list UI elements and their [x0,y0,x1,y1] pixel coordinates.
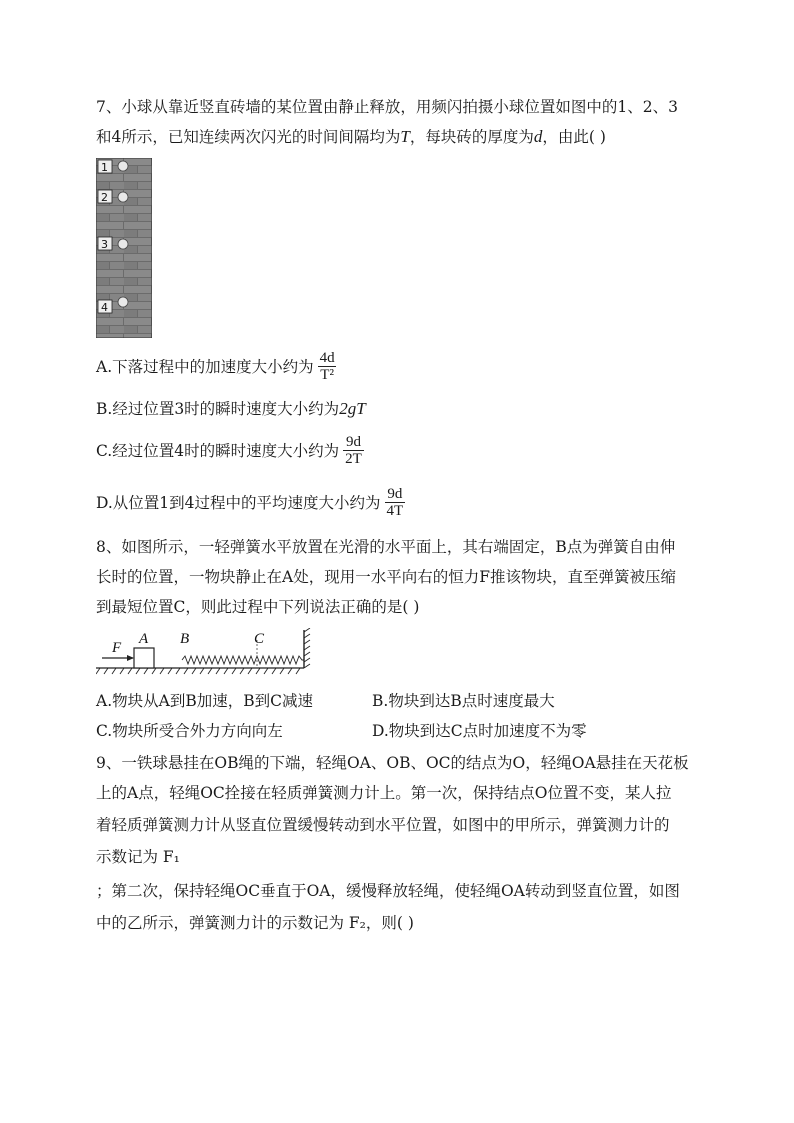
ball-position-2 [118,192,128,202]
flash-label-1: 1 [101,161,108,174]
q9-line3: 着轻质弹簧测力计从竖直位置缓慢转动到水平位置，如图中的甲所示，弹簧测力计的 [96,816,670,834]
brick-wall-figure [96,158,152,338]
q7-option-a-denominator: T² [320,367,334,383]
q7-option-d [96,486,405,519]
ball-position-1 [118,161,128,171]
q8-line2: 长时的位置，一物块静止在A处，现用一水平向右的恒力F推该物块，直至弹簧被压缩 [96,568,676,586]
q8-line3: 到最短位置C，则此过程中下列说法正确的是( ) [96,598,420,616]
block [134,648,154,668]
q7-option-b [96,398,366,420]
q9-line4: 示数记为 F₁ [96,848,180,866]
ball-position-4 [118,297,128,307]
q7-option-a-numerator: 4d [319,350,335,366]
q7-option-c-numerator: 9d [345,434,361,450]
q8-option-c: C.物块所受合外力方向向左 [96,722,283,740]
force-arrowhead [127,655,134,661]
q7-option-a-text: A.下落过程中的加速度大小约为 [96,357,314,376]
q7-option-b-text: B.经过位置3时的瞬时速度大小约为 [96,400,340,418]
q9-line2: 上的A点，轻绳OC拴接在轻质弹簧测力计上。第一次，保持结点O位置不变，某人拉 [96,784,672,802]
label-A: A [139,631,149,647]
q7-var-T: T [400,127,410,146]
q8-option-b: B.物块到达B点时速度最大 [372,692,555,710]
spring-block-figure [96,628,318,678]
flash-label-4: 4 [101,301,108,314]
q7-option-c-text: C.经过位置4时的瞬时速度大小约为 [96,441,340,460]
q7-option-b-expr: 2gT [339,399,366,418]
flash-label-2: 2 [101,191,108,204]
label-F: F [112,640,122,656]
ground-hatching [96,668,300,674]
q7-line1: 7、小球从靠近竖直砖墙的某位置由静止释放，用频闪拍摄小球位置如图中的1、2、3 [96,98,678,116]
ball-position-3 [118,239,128,249]
q7-option-d-denominator: 4T [386,503,404,519]
q7-line2 [96,126,606,148]
q7-option-a-fraction [318,350,337,383]
q7-option-c-denominator: 2T [345,451,362,467]
q7-option-d-fraction [385,486,406,519]
wall-hatching [304,628,310,668]
label-B: B [180,631,190,647]
q7-line2-b: ，每块砖的厚度为 [409,128,534,146]
q7-option-a [96,350,337,383]
q7-line2-a: 和4所示，已知连续两次闪光的时间间隔均为 [96,128,401,146]
q7-var-d: d [533,127,543,146]
q9-line1: 9、一铁球悬挂在OB绳的下端，轻绳OA、OB、OC的结点为O，轻绳OA悬挂在天花板 [96,754,689,772]
q7-line2-c: ，由此( ) [542,128,606,146]
q7-option-c-fraction [343,434,364,467]
q7-option-d-text: D.从位置1到4过程中的平均速度大小约为 [96,493,381,512]
flash-label-3: 3 [101,238,108,251]
q9-line6: 中的乙所示，弹簧测力计的示数记为 F₂，则( ) [96,914,414,932]
q7-option-c [96,434,364,467]
q8-option-d: D.物块到达C点时加速度不为零 [372,722,587,740]
spring [182,656,304,664]
label-C: C [254,631,265,647]
q9-line5: ；第二次，保持轻绳OC垂直于OA，缓慢释放轻绳，使轻绳OA转动到竖直位置，如图 [96,882,680,900]
q8-option-a: A.物块从A到B加速，B到C减速 [96,692,313,710]
q7-option-d-numerator: 9d [387,486,403,502]
q8-line1: 8、如图所示，一轻弹簧水平放置在光滑的水平面上，其右端固定，B点为弹簧自由伸 [96,538,676,556]
